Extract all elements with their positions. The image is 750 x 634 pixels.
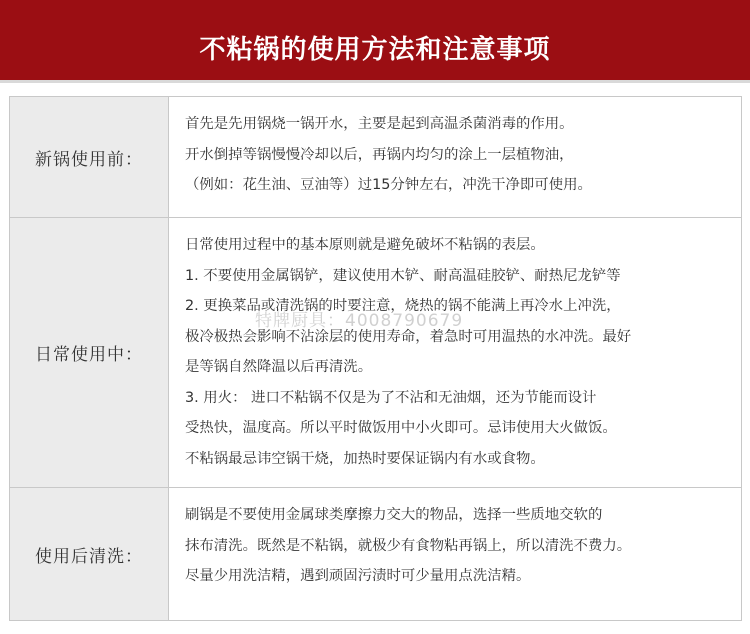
- row-label-new-pan: 新锅使用前：: [10, 97, 169, 218]
- row-label-cleaning: 使用后清洗：: [10, 488, 169, 621]
- table-row-cleaning: [10, 488, 742, 621]
- text-line: 是等锅自然降温以后再清洗。: [185, 359, 373, 375]
- text-line: 1. 不要使用金属锅铲，建议使用木铲、耐高温硅胶铲、耐热尼龙铲等: [185, 267, 621, 284]
- text-line: 抹布清洗。既然是不粘锅，就极少有食物粘再锅上，所以清洗不费力。: [185, 537, 632, 554]
- title-banner: [0, 0, 750, 80]
- text-line: 开水倒掉等锅慢慢冷却以后，再锅内均匀的涂上一层植物油，: [185, 146, 574, 163]
- text-line: （例如：花生油、豆油等）过15分钟左右，冲洗干净即可使用。: [185, 177, 592, 193]
- page-title: 不粘锅的使用方法和注意事项: [199, 34, 551, 65]
- usage-table: [9, 96, 742, 621]
- text-line: 3. 用火： 进口不粘锅不仅是为了不沾和无油烟，还为节能而设计: [185, 389, 597, 406]
- text-line: 首先是先用锅烧一锅开水，主要是起到高温杀菌消毒的作用。: [185, 116, 574, 132]
- text-line: 不粘锅最忌讳空锅干烧，加热时要保证锅内有水或食物。: [185, 450, 545, 467]
- text-line: 尽量少用洗洁精，遇到顽固污渍时可少量用点洗洁精。: [185, 568, 531, 584]
- row-content-daily-use: [169, 218, 742, 488]
- row-content-new-pan: [169, 97, 742, 218]
- text-line: 日常使用过程中的基本原则就是避免破坏不粘锅的表层。: [185, 237, 545, 253]
- text-line: 刷锅是不要使用金属球类摩擦力交大的物品，选择一些质地交软的: [185, 507, 603, 523]
- text-line: 受热快，温度高。所以平时做饭用中小火即可。忌讳使用大火做饭。: [185, 420, 617, 436]
- row-content-cleaning: [169, 488, 742, 621]
- text-line: 2. 更换菜品或清洗锅的时要注意，烧热的锅不能满上再冷水上冲洗，: [185, 298, 621, 314]
- watermark: 特牌厨具：4008790679: [255, 311, 464, 331]
- table-row-daily-use: [10, 218, 742, 488]
- text-line: 极冷极热会影响不沾涂层的使用寿命，着急时可用温热的水冲洗。最好: [185, 328, 632, 345]
- row-label-daily-use: 日常使用中：: [10, 218, 169, 488]
- banner-divider: [0, 80, 750, 83]
- table-row-new-pan: [10, 97, 742, 218]
